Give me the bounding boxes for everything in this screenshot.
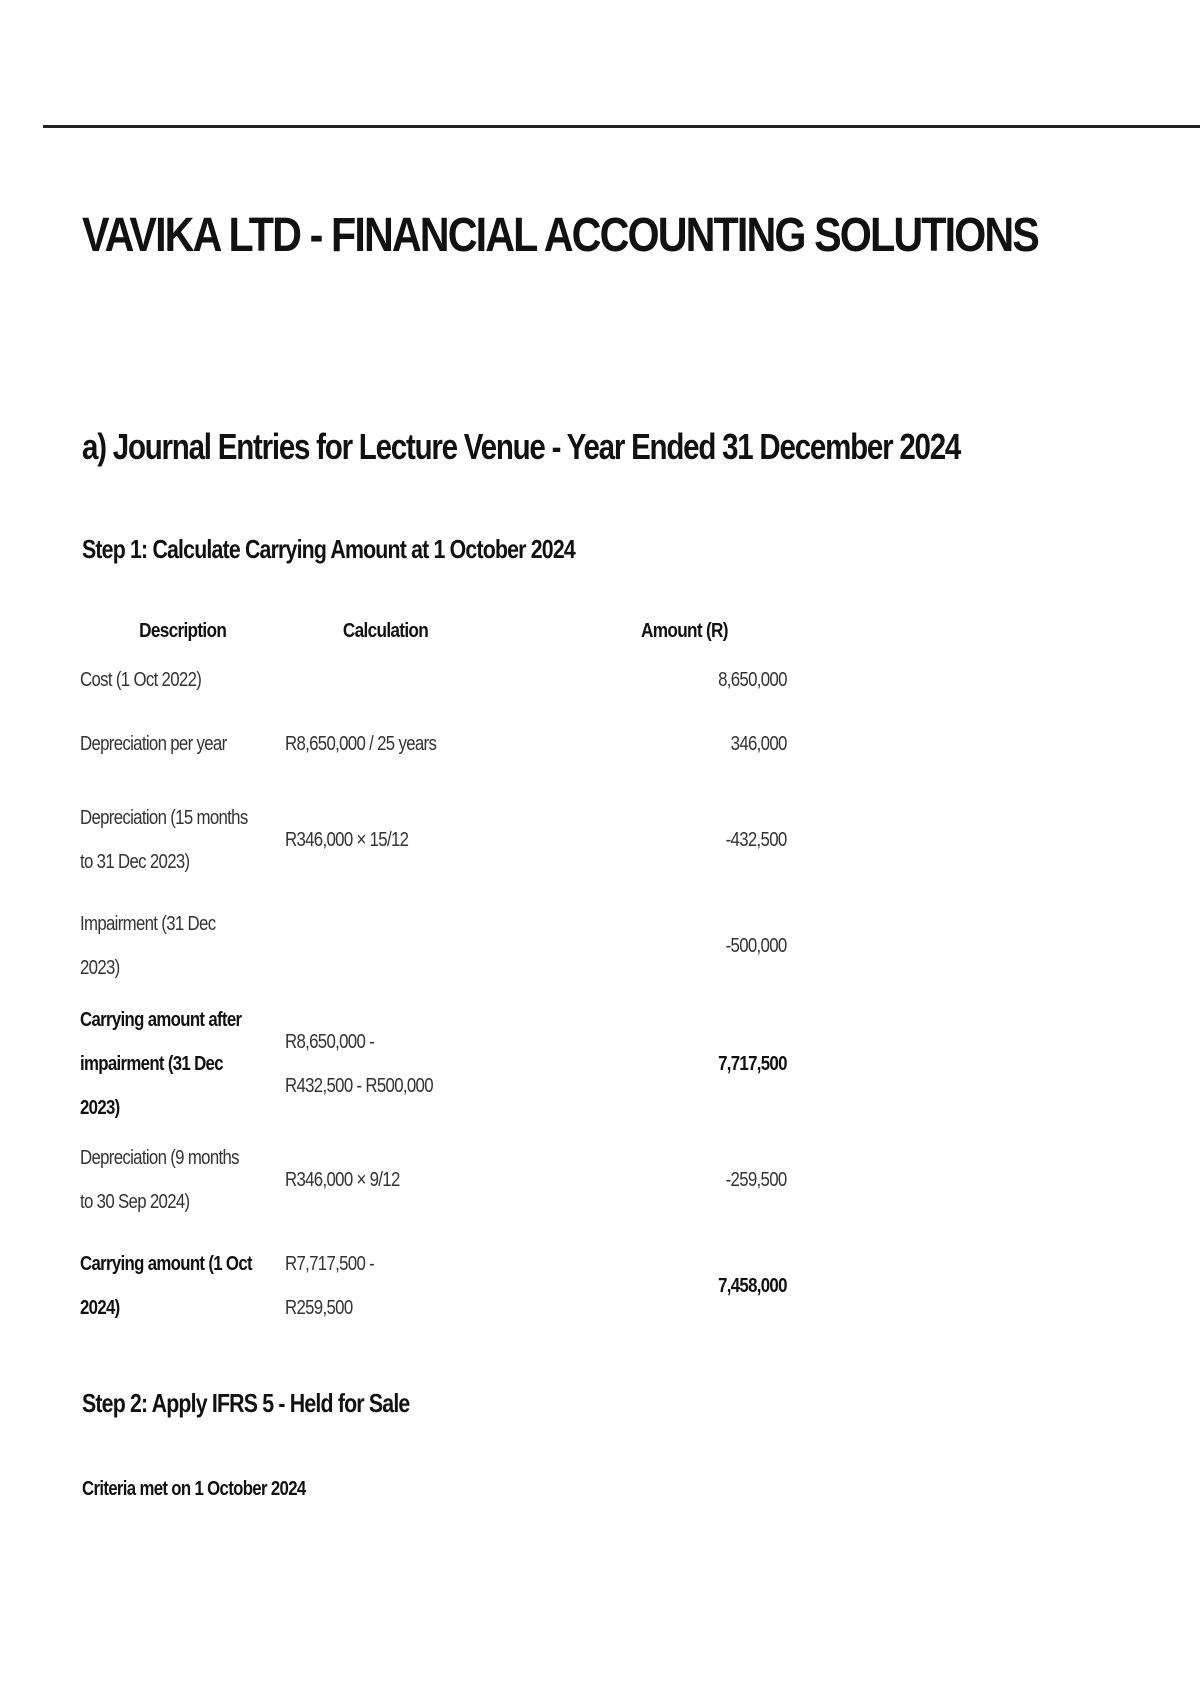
carrying-amount-table — [80, 618, 787, 1342]
row-amount: -432,500 — [726, 829, 787, 851]
header-calculation: Calculation — [342, 620, 428, 642]
row-amount: -259,500 — [726, 1169, 787, 1191]
row-calculation: R8,650,000 / 25 years — [285, 733, 437, 755]
row-calculation: R346,000 × 15/12 — [285, 829, 409, 851]
table-row — [80, 894, 787, 998]
table-row — [80, 658, 787, 702]
section-a-title: a) Journal Entries for Lecture Venue - Year Ended 31 December 2024 — [82, 426, 961, 467]
row-description: Carrying amount after impairment (31 Dec 2023) — [80, 1009, 242, 1119]
row-description: Depreciation (9 months to 30 Sep 2024) — [80, 1147, 239, 1213]
row-description: Carrying amount (1 Oct 2024) — [80, 1253, 252, 1319]
row-calculation — [285, 894, 485, 998]
top-divider — [43, 125, 1200, 128]
row-description: Depreciation (15 months to 31 Dec 2023) — [80, 807, 248, 873]
table-row — [80, 786, 787, 894]
row-amount: 346,000 — [730, 733, 787, 755]
header-amount: Amount (R) — [640, 620, 728, 642]
step2-title: Step 2: Apply IFRS 5 - Held for Sale — [82, 1388, 410, 1418]
table-row — [80, 1230, 787, 1342]
row-amount: 7,717,500 — [718, 1053, 787, 1075]
document-title: VAVIKA LTD - FINANCIAL ACCOUNTING SOLUTIONS — [82, 209, 1038, 262]
row-amount: -500,000 — [726, 935, 787, 957]
row-calculation: R8,650,000 - R432,500 - R500,000 — [285, 1031, 433, 1097]
table-header-row — [80, 618, 787, 658]
table-row — [80, 998, 787, 1130]
row-amount: 8,650,000 — [718, 669, 787, 691]
criteria-text: Criteria met on 1 October 2024 — [82, 1478, 306, 1500]
row-calculation: R7,717,500 - R259,500 — [285, 1253, 375, 1319]
table-row — [80, 702, 787, 786]
row-amount: 7,458,000 — [718, 1275, 787, 1297]
row-calculation — [285, 658, 485, 702]
header-description: Description — [138, 620, 227, 642]
table-row — [80, 1130, 787, 1230]
row-description: Cost (1 Oct 2022) — [80, 669, 202, 691]
row-description: Impairment (31 Dec 2023) — [80, 913, 216, 979]
row-calculation: R346,000 × 9/12 — [285, 1169, 400, 1191]
step1-title: Step 1: Calculate Carrying Amount at 1 October 2024 — [82, 534, 575, 564]
row-description: Depreciation per year — [80, 733, 227, 755]
